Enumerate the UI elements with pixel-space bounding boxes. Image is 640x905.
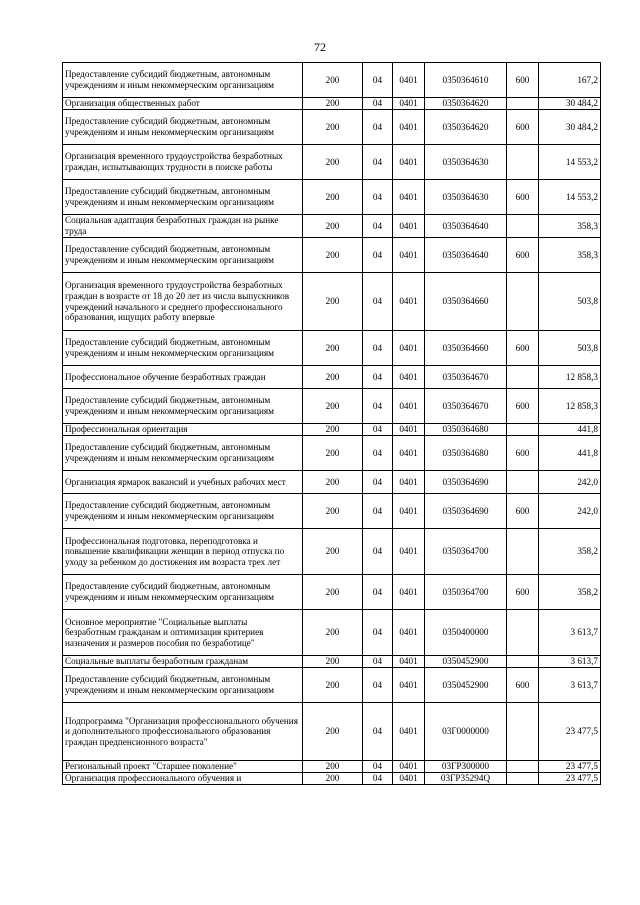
cell-gr: 200: [303, 215, 363, 238]
cell-name: Предоставление субсидий бюджетным, автономным учреждениям и иным некоммерческим организациям: [63, 110, 303, 145]
cell-prz: 0401: [393, 575, 425, 610]
cell-vr: [507, 273, 539, 331]
cell-prz: 0401: [393, 424, 425, 436]
cell-vr: [507, 424, 539, 436]
cell-gr: 200: [303, 471, 363, 494]
cell-name: Предоставление субсидий бюджетным, автономным учреждениям и иным некоммерческим организациям: [63, 331, 303, 366]
table-row: [63, 436, 601, 471]
cell-gr: 200: [303, 529, 363, 575]
table-row: [63, 610, 601, 656]
cell-vr: 600: [507, 668, 539, 703]
cell-name: Организация профессионального обучения и: [63, 773, 303, 785]
table-row: [63, 424, 601, 436]
cell-gr: 200: [303, 773, 363, 785]
cell-vr: [507, 761, 539, 773]
cell-sum: 242,0: [539, 471, 601, 494]
cell-gr: 200: [303, 180, 363, 215]
cell-gr: 200: [303, 656, 363, 668]
cell-rz: 04: [363, 366, 393, 389]
cell-vr: [507, 145, 539, 180]
cell-vr: [507, 773, 539, 785]
cell-gr: 200: [303, 389, 363, 424]
cell-rz: 04: [363, 110, 393, 145]
table-row: [63, 215, 601, 238]
cell-sum: 30 484,2: [539, 98, 601, 110]
cell-rz: 04: [363, 180, 393, 215]
cell-sum: 14 553,2: [539, 145, 601, 180]
cell-name: Организация ярмарок вакансий и учебных рабочих мест: [63, 471, 303, 494]
cell-prz: 0401: [393, 494, 425, 529]
table-row: [63, 471, 601, 494]
table-body: [63, 63, 601, 785]
cell-vr: 600: [507, 63, 539, 98]
cell-prz: 0401: [393, 529, 425, 575]
cell-name: Предоставление субсидий бюджетным, автономным учреждениям и иным некоммерческим организациям: [63, 494, 303, 529]
cell-gr: 200: [303, 98, 363, 110]
cell-prz: 0401: [393, 773, 425, 785]
cell-gr: 200: [303, 668, 363, 703]
cell-prz: 0401: [393, 366, 425, 389]
cell-name: Предоставление субсидий бюджетным, автономным учреждениям и иным некоммерческим организациям: [63, 575, 303, 610]
cell-name: Профессиональная ориентация: [63, 424, 303, 436]
cell-sum: 441,8: [539, 424, 601, 436]
cell-prz: 0401: [393, 668, 425, 703]
cell-name: Социальные выплаты безработным гражданам: [63, 656, 303, 668]
cell-csr: 0350364660: [425, 331, 507, 366]
cell-name: Подпрограмма "Организация профессионального обучения и дополнительного профессионального образования граждан предпенсионного возраста": [63, 703, 303, 761]
table-row: [63, 494, 601, 529]
cell-vr: [507, 98, 539, 110]
cell-rz: 04: [363, 273, 393, 331]
cell-vr: [507, 215, 539, 238]
cell-vr: [507, 703, 539, 761]
cell-rz: 04: [363, 761, 393, 773]
cell-gr: 200: [303, 238, 363, 273]
cell-sum: 23 477,5: [539, 703, 601, 761]
cell-sum: 3 613,7: [539, 668, 601, 703]
table-row: [63, 273, 601, 331]
cell-gr: 200: [303, 145, 363, 180]
cell-gr: 200: [303, 610, 363, 656]
cell-prz: 0401: [393, 180, 425, 215]
cell-sum: 358,3: [539, 238, 601, 273]
cell-vr: [507, 471, 539, 494]
cell-name: Основное мероприятие "Социальные выплаты безработным гражданам и оптимизация критериев назначения и размеров пособия по безработице": [63, 610, 303, 656]
cell-vr: 600: [507, 575, 539, 610]
cell-vr: 600: [507, 110, 539, 145]
cell-gr: 200: [303, 110, 363, 145]
cell-rz: 04: [363, 610, 393, 656]
cell-prz: 0401: [393, 98, 425, 110]
cell-vr: 600: [507, 331, 539, 366]
cell-gr: 200: [303, 273, 363, 331]
cell-csr: 03ГP300000: [425, 761, 507, 773]
cell-rz: 04: [363, 668, 393, 703]
budget-table: [62, 62, 601, 785]
cell-prz: 0401: [393, 145, 425, 180]
cell-csr: 0350364620: [425, 110, 507, 145]
cell-csr: 0350400000: [425, 610, 507, 656]
cell-rz: 04: [363, 471, 393, 494]
cell-csr: 0350364680: [425, 424, 507, 436]
cell-gr: 200: [303, 366, 363, 389]
cell-gr: 200: [303, 575, 363, 610]
cell-rz: 04: [363, 529, 393, 575]
cell-name: Предоставление субсидий бюджетным, автономным учреждениям и иным некоммерческим организациям: [63, 63, 303, 98]
cell-sum: 3 613,7: [539, 610, 601, 656]
cell-csr: 03Г0000000: [425, 703, 507, 761]
table-row: [63, 238, 601, 273]
cell-sum: 441,8: [539, 436, 601, 471]
table-row: [63, 668, 601, 703]
cell-prz: 0401: [393, 63, 425, 98]
cell-prz: 0401: [393, 610, 425, 656]
cell-rz: 04: [363, 436, 393, 471]
cell-csr: 0350452900: [425, 668, 507, 703]
cell-sum: 3 613,7: [539, 656, 601, 668]
cell-name: Организация временного трудоустройства безработных граждан, испытывающих трудности в поиске работы: [63, 145, 303, 180]
table-row: [63, 180, 601, 215]
cell-gr: 200: [303, 63, 363, 98]
cell-vr: 600: [507, 494, 539, 529]
cell-name: Профессиональная подготовка, переподготовка и повышение квалификации женщин в период отпуска по уходу за ребенком до достижения им возраста трех лет: [63, 529, 303, 575]
cell-csr: 0350452900: [425, 656, 507, 668]
cell-prz: 0401: [393, 703, 425, 761]
cell-vr: [507, 529, 539, 575]
cell-csr: 0350364680: [425, 436, 507, 471]
table-row: [63, 366, 601, 389]
cell-sum: 242,0: [539, 494, 601, 529]
cell-vr: 600: [507, 238, 539, 273]
table-row: [63, 98, 601, 110]
table-row: [63, 145, 601, 180]
cell-prz: 0401: [393, 331, 425, 366]
cell-vr: [507, 366, 539, 389]
cell-csr: 0350364690: [425, 471, 507, 494]
table-row: [63, 331, 601, 366]
cell-sum: 23 477,5: [539, 773, 601, 785]
cell-sum: 503,8: [539, 331, 601, 366]
cell-prz: 0401: [393, 238, 425, 273]
cell-gr: 200: [303, 331, 363, 366]
table-row: [63, 761, 601, 773]
cell-prz: 0401: [393, 110, 425, 145]
cell-rz: 04: [363, 98, 393, 110]
cell-csr: 0350364630: [425, 180, 507, 215]
cell-csr: 0350364700: [425, 529, 507, 575]
page-number: 72: [314, 40, 326, 54]
cell-name: Предоставление субсидий бюджетным, автономным учреждениям и иным некоммерческим организациям: [63, 436, 303, 471]
cell-name: Предоставление субсидий бюджетным, автономным учреждениям и иным некоммерческим организациям: [63, 180, 303, 215]
cell-vr: 600: [507, 180, 539, 215]
table-row: [63, 529, 601, 575]
table-row: [63, 389, 601, 424]
cell-prz: 0401: [393, 273, 425, 331]
cell-rz: 04: [363, 63, 393, 98]
cell-rz: 04: [363, 703, 393, 761]
cell-sum: 14 553,2: [539, 180, 601, 215]
cell-sum: 167,2: [539, 63, 601, 98]
cell-sum: 12 858,3: [539, 366, 601, 389]
cell-csr: 0350364620: [425, 98, 507, 110]
cell-name: Предоставление субсидий бюджетным, автономным учреждениям и иным некоммерческим организациям: [63, 389, 303, 424]
cell-prz: 0401: [393, 761, 425, 773]
table-row: [63, 773, 601, 785]
table-row: [63, 703, 601, 761]
table-row: [63, 656, 601, 668]
cell-csr: 0350364700: [425, 575, 507, 610]
cell-sum: 503,8: [539, 273, 601, 331]
cell-gr: 200: [303, 703, 363, 761]
cell-sum: 23 477,5: [539, 761, 601, 773]
cell-vr: [507, 610, 539, 656]
cell-csr: 0350364630: [425, 145, 507, 180]
cell-rz: 04: [363, 145, 393, 180]
cell-csr: 0350364640: [425, 238, 507, 273]
cell-name: Профессиональное обучение безработных граждан: [63, 366, 303, 389]
cell-vr: 600: [507, 389, 539, 424]
cell-rz: 04: [363, 238, 393, 273]
cell-prz: 0401: [393, 656, 425, 668]
cell-gr: 200: [303, 436, 363, 471]
cell-prz: 0401: [393, 389, 425, 424]
cell-sum: 30 484,2: [539, 110, 601, 145]
cell-sum: 358,3: [539, 215, 601, 238]
cell-prz: 0401: [393, 436, 425, 471]
cell-csr: 0350364610: [425, 63, 507, 98]
cell-name: Региональный проект "Старшее поколение": [63, 761, 303, 773]
cell-vr: 600: [507, 436, 539, 471]
cell-sum: 12 858,3: [539, 389, 601, 424]
cell-csr: 03ГP35294Q: [425, 773, 507, 785]
cell-rz: 04: [363, 494, 393, 529]
cell-csr: 0350364670: [425, 366, 507, 389]
cell-name: Предоставление субсидий бюджетным, автономным учреждениям и иным некоммерческим организациям: [63, 668, 303, 703]
cell-rz: 04: [363, 424, 393, 436]
table-row: [63, 110, 601, 145]
cell-gr: 200: [303, 761, 363, 773]
cell-name: Предоставление субсидий бюджетным, автономным учреждениям и иным некоммерческим организациям: [63, 238, 303, 273]
cell-csr: 0350364690: [425, 494, 507, 529]
cell-name: Социальная адаптация безработных граждан на рынке труда: [63, 215, 303, 238]
cell-sum: 358,2: [539, 529, 601, 575]
cell-rz: 04: [363, 215, 393, 238]
cell-csr: 0350364670: [425, 389, 507, 424]
cell-prz: 0401: [393, 215, 425, 238]
cell-rz: 04: [363, 389, 393, 424]
cell-gr: 200: [303, 424, 363, 436]
cell-rz: 04: [363, 773, 393, 785]
table-row: [63, 63, 601, 98]
cell-vr: [507, 656, 539, 668]
cell-csr: 0350364660: [425, 273, 507, 331]
cell-rz: 04: [363, 575, 393, 610]
table-row: [63, 575, 601, 610]
cell-name: Организация общественных работ: [63, 98, 303, 110]
cell-gr: 200: [303, 494, 363, 529]
cell-rz: 04: [363, 656, 393, 668]
cell-csr: 0350364640: [425, 215, 507, 238]
cell-name: Организация временного трудоустройства безработных граждан в возрасте от 18 до 20 лет из числа выпускников учреждений начального и среднего профессионального образования, ищущих работу впервые: [63, 273, 303, 331]
cell-rz: 04: [363, 331, 393, 366]
cell-prz: 0401: [393, 471, 425, 494]
cell-sum: 358,2: [539, 575, 601, 610]
